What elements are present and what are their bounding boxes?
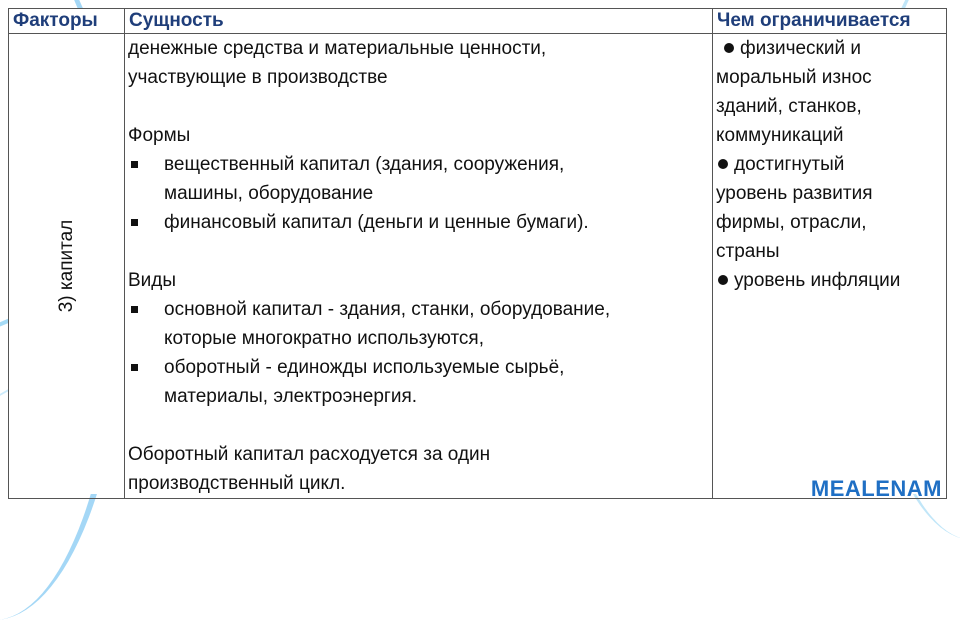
list-item: основной капитал - здания, станки, оборудование, которые многократно используются, <box>128 295 708 353</box>
list-item: оборотный - единожды используемые сырьё, материалы, электроэнергия. <box>128 353 708 411</box>
note-line: производственный цикл. <box>128 473 346 494</box>
header-limits: Чем ограничивается <box>713 9 947 34</box>
watermark-logo: MEALENAM <box>810 476 942 501</box>
limit-item: уровень инфляции <box>716 266 942 295</box>
list-item: вещественный капитал (здания, сооружения, машины, оборудование <box>128 150 708 208</box>
factor-label: 3) капитал <box>55 219 77 313</box>
header-factors: Факторы <box>9 9 125 34</box>
bullet-dot-icon <box>718 275 728 285</box>
factor-cell <box>9 34 125 499</box>
list-item: финансовый капитал (деньги и ценные бумаги). <box>128 208 708 237</box>
table-row <box>9 34 947 499</box>
forms-list <box>128 150 708 237</box>
bullet-dot-icon <box>718 159 728 169</box>
note-line: Оборотный капитал расходуется за один <box>128 444 491 465</box>
bullet-dot-icon <box>724 43 734 53</box>
limits-cell <box>713 34 947 499</box>
header-essence: Сущность <box>125 9 713 34</box>
forms-title: Формы <box>128 125 191 146</box>
essence-cell <box>125 34 713 499</box>
definition-line: денежные средства и материальные ценности, <box>128 38 547 59</box>
types-list <box>128 295 708 411</box>
definition-line: участвующие в производстве <box>128 67 388 88</box>
limit-item: достигнутый уровень развития фирмы, отрасли, страны <box>716 154 873 262</box>
limit-item: физический и моральный износ зданий, станков, коммуникаций <box>716 38 872 146</box>
table-header-row <box>9 9 947 34</box>
types-title: Виды <box>128 270 177 291</box>
factors-table <box>8 8 946 494</box>
